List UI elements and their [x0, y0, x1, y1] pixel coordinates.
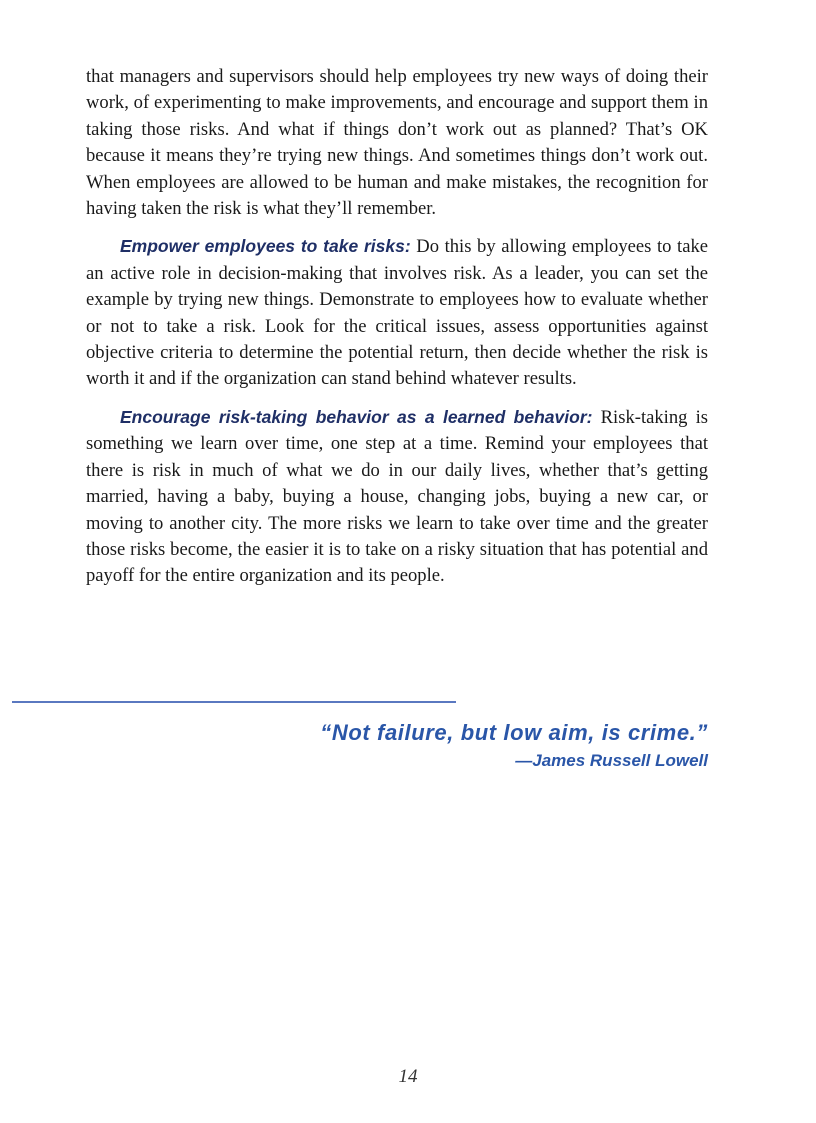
paragraph-3-text: Risk-taking is something we learn over time, one step at a time. Remind your employees that there is risk in much of what we do in our daily lives, whether that’s getting married, having a baby, buying a house, changing jobs, buying a new car, or moving to another city. The more risks we learn to take over time and the greater those risks become, the easier it is to take on a risky situation that has potential and payoff for the entire organization and its people. [86, 406, 708, 587]
paragraph-2-lead: Empower employees to take risks: [120, 236, 411, 257]
body-text [86, 64, 708, 590]
page-number: 14 [398, 1066, 418, 1087]
paragraph-2-text: Do this by allowing employees to take an active role in decision-making that involves risk. As a leader, you can set the example by trying new things. Demonstrate to employees how to evaluate whether or not to take a risk. Look for the critical issues, assess opportunities against objective criteria to determine the potential return, then decide whether the risk is worth it and if the organization can stand behind whatever results. [86, 236, 708, 390]
paragraph-3-lead: Encourage risk-taking behavior as a learned behavior: [120, 406, 593, 427]
paragraph-2 [86, 233, 708, 392]
divider-rule [12, 701, 456, 703]
paragraph-3 [86, 404, 708, 590]
quote-text: “Not failure, but low aim, is crime.” [320, 720, 708, 745]
pull-quote [320, 719, 708, 773]
quote-author: —James Russell Lowell [515, 751, 708, 770]
paragraph-1: that managers and supervisors should help employees try new ways of doing their work, of experimenting to make improvements, and encourage and support them in taking those risks. And what if things don’t work out as planned? That’s OK because it means they’re trying new things. And sometimes things don’t work out. When employees are allowed to be human and make mistakes, the recognition for having taken the risk is what they’ll remember. [86, 66, 708, 220]
